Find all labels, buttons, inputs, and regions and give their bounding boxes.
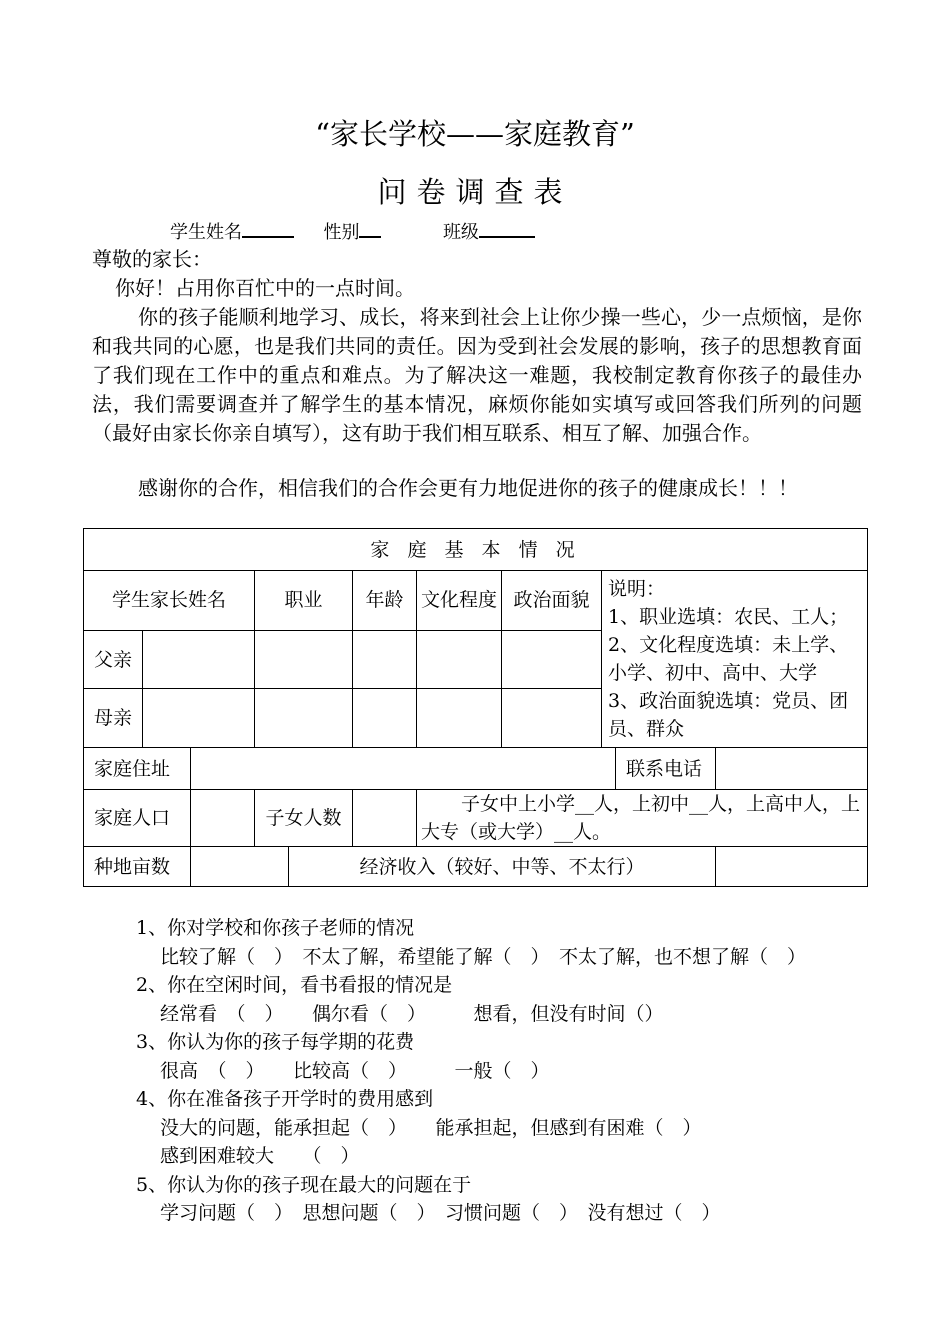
father-edu-cell[interactable] (417, 630, 502, 689)
intro-paragraph: 你的孩子能顺利地学习、成长，将来到社会上让你少操一些心，少一点烦恼，是你和我共同的心愿，也是我们共同的责任。因为受到社会发展的影响，孩子的思想教育面了我们现在工作中的重点和难点。为了解决这一难题，我校制定教育你孩子的最佳办法，我们需要调查并了解学生的基本情况，麻烦你能如实填写或回答我们所列的问题（最好由家长你亲自填写），这有助于我们相互联系、相互了解、加强合作。 (92, 305, 862, 445)
class-label: 班级 (442, 222, 479, 243)
household-cell[interactable] (191, 790, 255, 847)
children-count-label: 子女人数 (255, 790, 353, 847)
mother-political-cell[interactable] (502, 689, 602, 748)
col-job: 职业 (255, 571, 353, 631)
father-name-cell[interactable] (143, 630, 255, 689)
address-cell[interactable] (191, 748, 616, 790)
gender-field[interactable] (359, 220, 381, 238)
children-school-cell: 子女中上小学__人，上初中__人，上高中人，上大专（或大学）__人。 (417, 790, 868, 847)
mother-age-cell[interactable] (353, 689, 417, 748)
farmland-cell[interactable] (191, 847, 289, 887)
col-parent-name: 学生家长姓名 (84, 571, 255, 631)
question-4-options-extra[interactable]: 感到困难较大 （ ） (160, 1145, 360, 1167)
question-2: 2、你在空闲时间，看书看报的情况是 (136, 974, 453, 996)
class-field[interactable] (479, 220, 535, 238)
page-subtitle: 问卷调查表 (377, 175, 573, 209)
mother-label: 母亲 (84, 689, 143, 748)
income-label: 经济收入（较好、中等、不太行） (289, 847, 716, 887)
question-1-options[interactable]: 比较了解（ ） 不太了解，希望能了解（ ） 不太了解，也不想了解（ ） (160, 946, 807, 968)
page-title: “家长学校——家庭教育” (315, 117, 635, 151)
name-field[interactable] (242, 220, 294, 238)
greeting: 你好！占用你百忙中的一点时间。 (115, 276, 415, 300)
question-3: 3、你认为你的孩子每学期的花费 (136, 1031, 415, 1053)
farmland-label: 种地亩数 (84, 847, 191, 887)
question-5: 5、你认为你的孩子现在最大的问题在于 (136, 1174, 472, 1196)
col-education: 文化程度 (417, 571, 502, 631)
question-3-options[interactable]: 很高 （ ） 比较高（ ） 一般（ ） (160, 1060, 550, 1082)
table-heading: 家 庭 基 本 情 况 (84, 529, 868, 571)
name-label: 学生姓名 (170, 222, 242, 243)
phone-label: 联系电话 (616, 748, 716, 790)
income-cell[interactable] (716, 847, 868, 887)
household-label: 家庭人口 (84, 790, 191, 847)
question-4-options[interactable]: 没大的问题，能承担起（ ） 能承担起，但感到有困难（ ） (160, 1117, 702, 1139)
mother-name-cell[interactable] (143, 689, 255, 748)
children-count-cell[interactable] (353, 790, 417, 847)
father-job-cell[interactable] (255, 630, 353, 689)
address-label: 家庭住址 (84, 748, 191, 790)
mother-job-cell[interactable] (255, 689, 353, 748)
question-2-options[interactable]: 经常看 （ ） 偶尔看（ ） 想看，但没有时间（） (160, 1003, 664, 1025)
student-info-line (170, 218, 535, 244)
col-political: 政治面貌 (502, 571, 602, 631)
col-age: 年龄 (353, 571, 417, 631)
father-label: 父亲 (84, 630, 143, 689)
father-political-cell[interactable] (502, 630, 602, 689)
gender-label: 性别 (323, 222, 360, 243)
salutation: 尊敬的家长： (92, 247, 212, 271)
phone-cell[interactable] (716, 748, 868, 790)
family-info-table (83, 528, 868, 887)
question-4: 4、你在准备孩子开学时的费用感到 (136, 1088, 434, 1110)
mother-edu-cell[interactable] (417, 689, 502, 748)
question-5-options[interactable]: 学习问题（ ） 思想问题（ ） 习惯问题（ ） 没有想过（ ） (160, 1202, 721, 1224)
note-cell: 说明： 1、职业选填：农民、工人； 2、文化程度选填：未上学、小学、初中、高中、大学 3、政治面貌选填：党员、团员、群众 (602, 571, 868, 748)
thanks-line: 感谢你的合作，相信我们的合作会更有力地促进你的孩子的健康成长！！！ (138, 476, 798, 500)
father-age-cell[interactable] (353, 630, 417, 689)
question-1: 1、你对学校和你孩子老师的情况 (136, 917, 415, 939)
